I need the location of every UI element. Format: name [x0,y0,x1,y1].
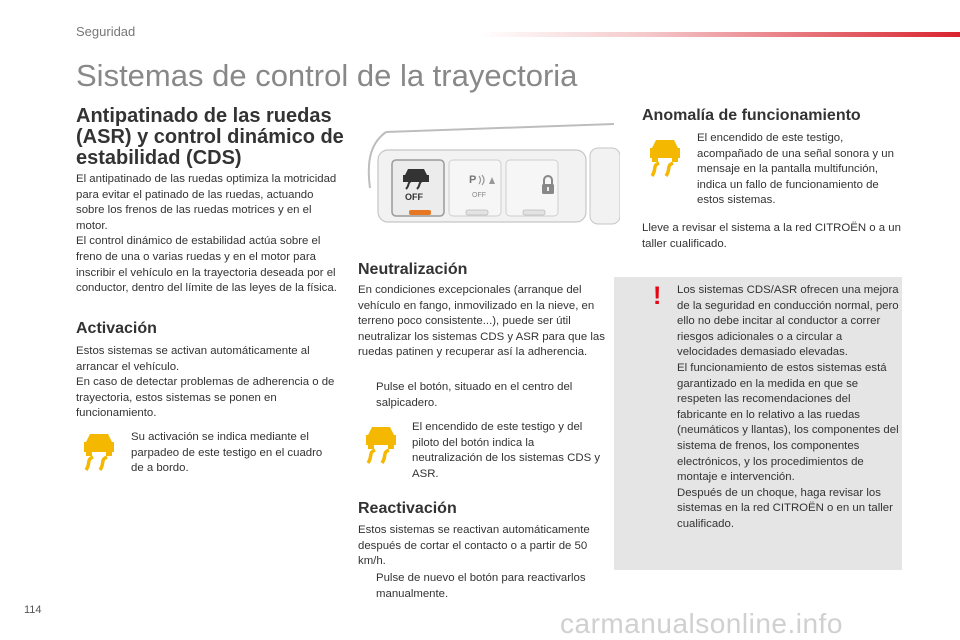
neutral-bullet [358,380,608,411]
neutral-text: En condiciones excepcionales (arranque del vehículo en fango, inmovilizado en la nieve, en terreno poco consistente...), puede ser útil neutralizar los sistemas CDS y ASR para que las ruedas patinen y recuperar así la adherencia. [358,284,605,359]
activation-icon-text: Su activación se indica mediante el parpadeo de este testigo en el cuadro de a bordo. [131,431,323,475]
section-heading: Antipatinado de las ruedas (ASR) y control dinámico de estabilidad (CDS) [76,105,344,169]
svg-text:P: P [469,174,477,186]
esp-warning-light-icon [364,425,398,470]
anomaly-heading: Anomalía de funcionamiento [642,107,861,124]
activation-paragraph: En caso de detectar problemas de adherencia o de trayectoria, estos sistemas se ponen en funcionamiento. [76,376,335,420]
section-label: Seguridad [76,24,136,39]
warning-paragraph: Después de un choque, haga revisar los sistemas en la red CITROËN o en un taller cualificado. [677,486,893,530]
intro-paragraph: El control dinámico de estabilidad actúa sobre el freno de una o varias ruedas y en el motor para inscribir el vehículo en la trayectoria deseada por el conductor, dentro del límite de las leyes de la física. [76,235,337,295]
bullet-marker [358,380,376,411]
esp-warning-light-icon [82,432,116,477]
intro-text [76,172,338,297]
bullet-text: Pulse de nuevo el botón para reactivarlos manualmente. [376,572,586,600]
react-heading: Reactivación [358,500,457,517]
parking-sensor-off-icon[interactable] [468,172,496,193]
page-title: Sistemas de control de la trayectoria [76,58,578,93]
anomaly-icon-text: El encendido de este testigo, acompañado de una señal sonora y un mensaje en la pantalla multifunción, indica un fallo de funcionamiento de estos sistemas. [697,132,894,207]
page-number: 114 [24,604,42,616]
lock-icon[interactable] [540,174,556,201]
neutral-heading: Neutralización [358,261,468,278]
activation-paragraph: Estos sistemas se activan automáticamente al arrancar el vehículo. [76,345,310,373]
esp-warning-light-icon [648,138,682,183]
react-bullet [358,571,614,602]
switch-off-label: OFF [405,192,423,202]
warning-icon: ! [653,282,662,310]
watermark: carmanualsonline.info [560,608,843,639]
warning-paragraph: El funcionamiento de estos sistemas está garantizado en la medida en que se respeten las recomendaciones del fabricante en lo relativo a las ruedas (neumáticos y llantas), los componentes del sistema de frenos, los componentes electrónicos, y los procedimientos de montaje e intervención. [677,361,899,484]
bullet-marker [358,571,376,602]
activation-heading: Activación [76,320,157,337]
bullet-text: Pulse el botón, situado en el centro del salpicadero. [376,381,573,409]
intro-paragraph: El antipatinado de las ruedas optimiza la motricidad para evitar el patinado de las ruedas, actuando sobre los frenos de las ruedas motrices y en el motor. [76,173,337,232]
switch-off-label: OFF [472,192,486,199]
header-accent-bar [478,32,960,37]
anomaly-text: Lleve a revisar el sistema a la red CITROËN o a un taller cualificado. [642,222,901,250]
warning-paragraph: Los sistemas CDS/ASR ofrecen una mejora de la seguridad en conducción normal, pero ello no debe incitar al conductor a correr riesgos adicionales o a circular a velocidades demasiado elevadas. [677,284,899,359]
react-text: Estos sistemas se reactivan automáticamente después de cortar el contacto o a partir de 50 km/h. [358,524,590,568]
esp-off-switch-icon[interactable] [402,168,430,195]
warning-text [677,283,901,533]
neutral-icon-text: El encendido de este testigo y del piloto del botón indica la neutralización de los sistemas CDS y ASR. [412,421,601,480]
activation-text [76,344,338,422]
